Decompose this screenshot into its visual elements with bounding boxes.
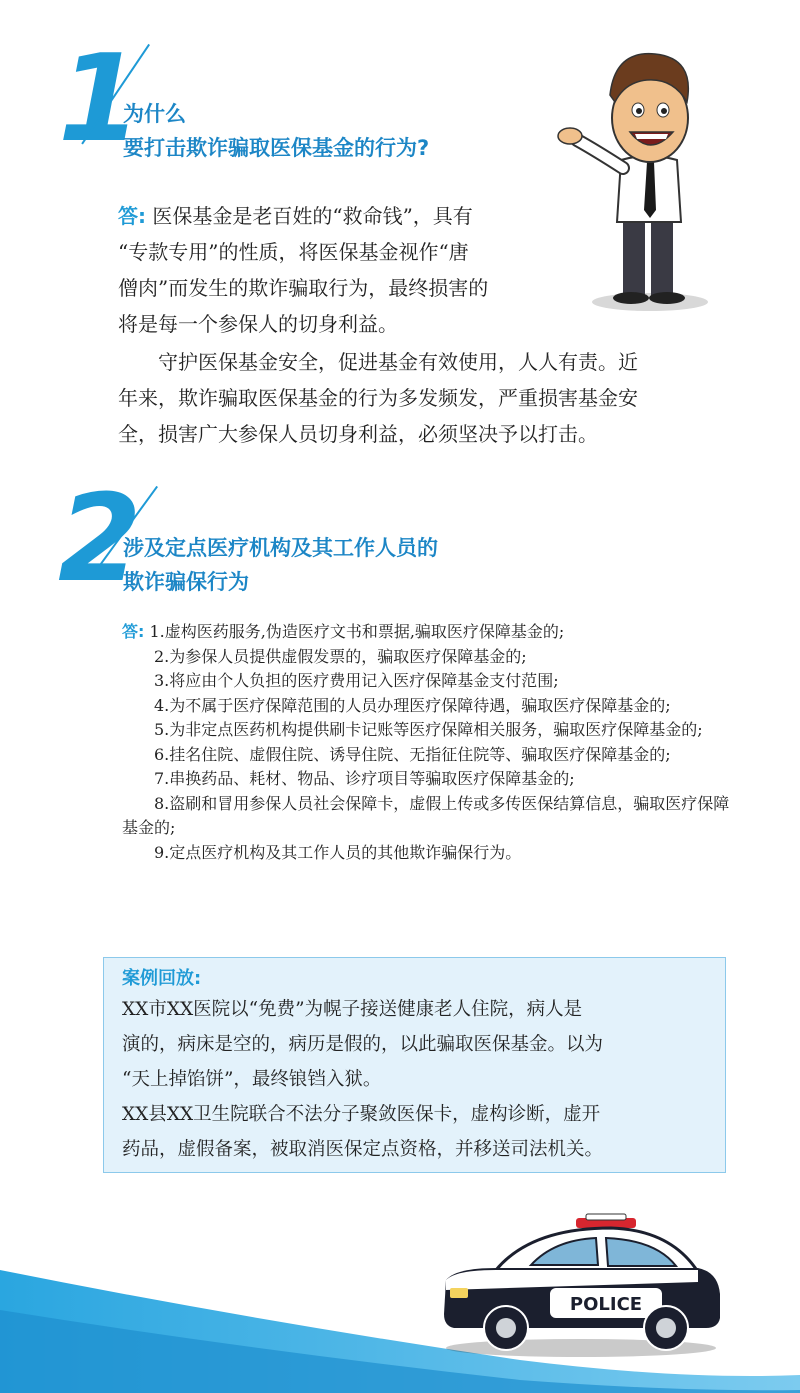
para2-line-3: 全，损害广大参保人员切身利益，必须坚决予以打击。 [118,422,598,446]
case-2 [122,1097,712,1167]
cartoon-businessman-illustration [555,40,725,315]
answer-line-4: 将是每一个参保人的切身利益。 [118,312,398,336]
list-item: 4.为不属于医疗保障范围的人员办理医疗保障待遇，骗取医疗保障基金的; [154,695,671,715]
case-review-body [122,992,712,1167]
section-1-number: 1 [58,30,142,169]
para2-line-1: 守护医保基金安全，促进基金有效使用，人人有责。近 [158,350,638,374]
list-item: 2.为参保人员提供虚假发票的，骗取医疗保障基金的; [154,646,527,666]
fraud-behavior-list [122,620,732,865]
case-1-line-3: “天上掉馅饼”，最终锒铛入狱。 [122,1069,382,1090]
case-2-line-2: 药品，虚假备案，被取消医保定点资格，并移送司法机关。 [122,1139,604,1160]
list-item: 3.将应由个人负担的医疗费用记入医疗保障基金支付范围; [154,671,559,690]
police-car-illustration [436,1210,726,1360]
case-review-title: 案例回放: [122,968,202,989]
section-1-title-line1: 为什么 [123,102,186,126]
list-item: 7.串换药品、耗材、物品、诊疗项目等骗取医疗保障基金的; [154,769,575,788]
list-item: 5.为非定点医药机构提供刷卡记账等医疗保障相关服务，骗取医疗保障基金的; [154,720,703,739]
section-1-answer-label: 答: [118,204,146,228]
section-1-answer [118,198,558,342]
section-2-title-line1: 涉及定点医疗机构及其工作人员的 [123,536,438,560]
para2-line-2: 年来，欺诈骗取医保基金的行为多发频发，严重损害基金安 [118,386,638,410]
section-2-number: 2 [58,470,142,609]
case-1-line-1: XX市XX医院以“免费”为幌子接送健康老人住院，病人是 [122,999,583,1020]
list-item: 9.定点医疗机构及其工作人员的其他欺诈骗保行为。 [154,842,522,862]
list-item: 6.挂名住院、虚假住院、诱导住院、无指征住院等、骗取医疗保障基金的; [154,744,671,764]
answer-line-3: 僧肉”而发生的欺诈骗取行为，最终损害的 [118,276,489,300]
section-2-title-line2: 欺诈骗保行为 [123,570,249,594]
section-1-paragraph-2 [118,344,738,452]
section-2-answer-label: 答: [122,622,145,641]
section-1-title-line2: 要打击欺诈骗取医保基金的行为? [123,136,430,160]
case-2-line-1: XX县XX卫生院联合不法分子聚敛医保卡，虚构诊断，虚开 [122,1104,601,1125]
list-item: 8.盗刷和冒用参保人员社会保障卡，虚假上传或多传医保结算信息，骗取医疗保障基金的; [122,793,730,837]
case-1-line-2: 演的，病床是空的，病历是假的，以此骗取医保基金。以为 [122,1034,604,1055]
case-review-box [103,957,726,1173]
answer-line-2: “专款专用”的性质，将医保基金视作“唐 [118,240,469,264]
list-item [122,620,732,645]
case-1 [122,992,712,1097]
list-item-text: 1.虚构医药服务,伪造医疗文书和票据,骗取医疗保障基金的; [144,622,565,641]
police-car-label: POLICE [569,1294,643,1315]
answer-line-1: 医保基金是老百姓的“救命钱”，具有 [146,204,473,228]
